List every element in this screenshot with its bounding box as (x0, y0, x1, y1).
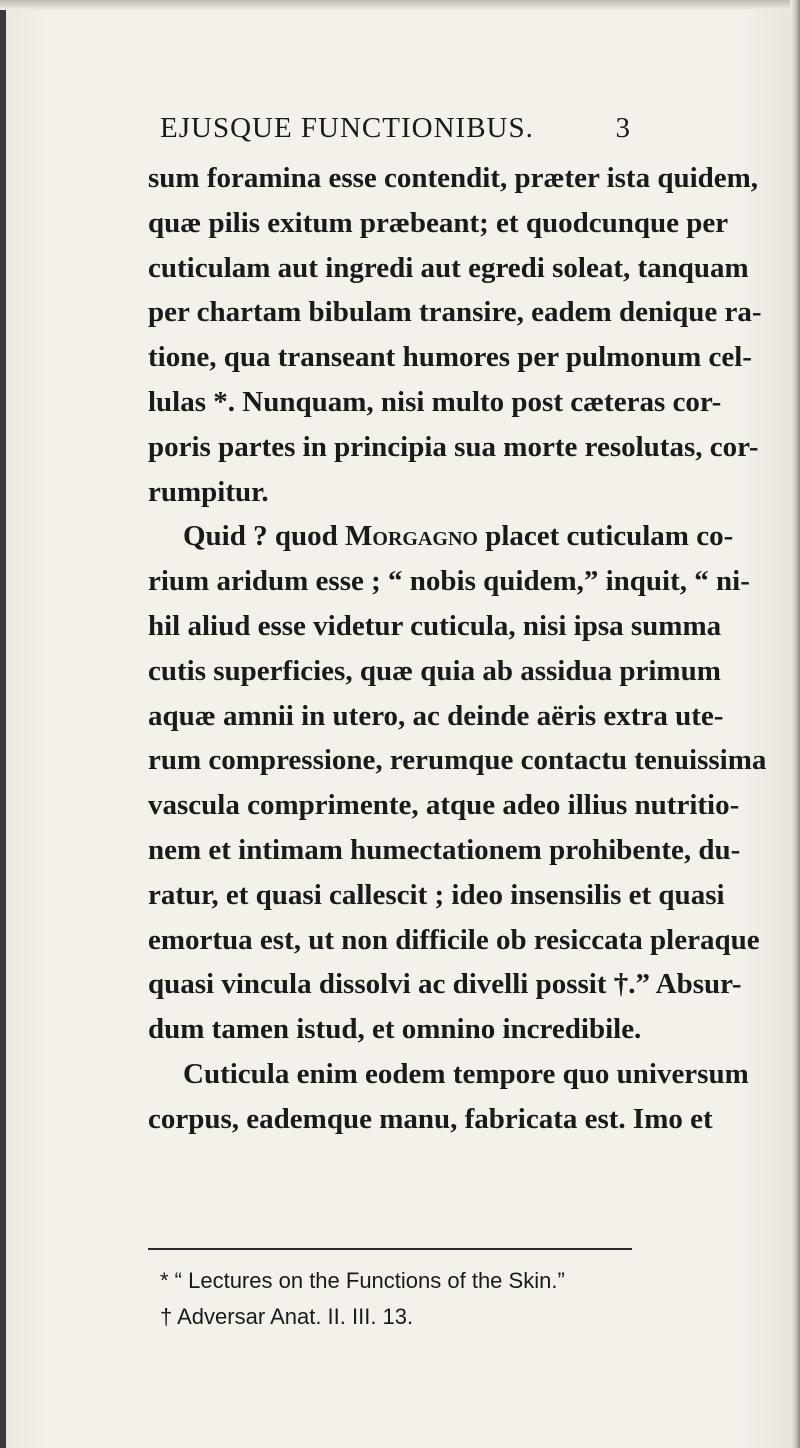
text-line: aquæ amnii in utero, ac deinde aëris extra ute- (148, 699, 724, 732)
text-line: ratur, et quasi callescit ; ideo insensilis et quasi (148, 878, 725, 911)
paragraph-start-line (148, 514, 734, 559)
page-header (160, 112, 630, 152)
text-line: cuticulam aut ingredi aut egredi soleat, tanquam (148, 251, 749, 284)
footnote: * “ Lectures on the Functions of the Skin.” (160, 1268, 565, 1293)
text-line: emortua est, ut non difficile ob resiccata pleraque (148, 923, 760, 956)
text-line: quasi vincula dissolvi ac divelli possit †.” Absur- (148, 968, 742, 1001)
text-line: dum tamen istud, et omnino incredibile. (148, 1013, 642, 1046)
text-line: quæ pilis exitum præbeant; et quodcunque per (148, 206, 729, 239)
text-line: vascula comprimente, atque adeo illius nutritio- (148, 789, 740, 822)
text-line: lulas *. Nunquam, nisi multo post cæteras cor- (148, 385, 722, 418)
text-line: poris partes in principia sua morte resolutas, cor- (148, 430, 759, 463)
text-line: hil aliud esse videtur cuticula, nisi ipsa summa (148, 609, 722, 642)
page-number: 3 (615, 112, 630, 144)
body-text (148, 156, 767, 1142)
text-line: cutis superficies, quæ quia ab assidua primum (148, 654, 721, 687)
running-head: EJUSQUE FUNCTIONIBUS. (160, 112, 534, 144)
text-line: rumpitur. (148, 475, 269, 508)
footnotes (160, 1263, 640, 1335)
footnote-rule (148, 1248, 632, 1250)
text-line: per chartam bibulam transire, eadem denique ra- (148, 296, 762, 329)
page-right-edge (790, 0, 800, 1448)
author-name: Morgagno (345, 520, 478, 553)
text-line: rium aridum esse ; “ nobis quidem,” inquit, “ ni- (148, 565, 750, 598)
text-line: sum foramina esse contendit, præter ista quidem, (148, 162, 759, 194)
text-line: Cuticula enim eodem tempore quo universum (183, 1057, 749, 1090)
binding-edge (0, 0, 6, 1448)
text-line: tione, qua transeant humores per pulmonum cel- (148, 341, 752, 374)
text-line: corpus, eademque manu, fabricata est. Imo et (148, 1102, 713, 1135)
paragraph-start-rest: placet cuticulam co- (477, 520, 734, 553)
paragraph-start-text: Quid ? quod (183, 520, 346, 553)
text-line: rum compressione, rerumque contactu tenuissima (148, 744, 767, 777)
page-top-shadow (0, 0, 800, 10)
text-line: nem et intimam humectationem prohibente, du- (148, 833, 741, 866)
footnote: † Adversar Anat. II. III. 13. (160, 1304, 414, 1329)
